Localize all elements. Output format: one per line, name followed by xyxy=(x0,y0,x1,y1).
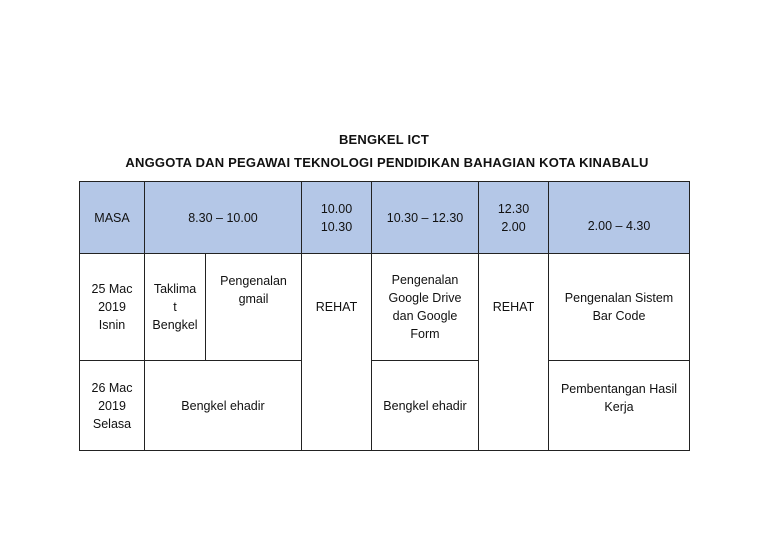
header-row xyxy=(80,182,690,254)
header-slot-1000: 10.00 10.30 xyxy=(302,182,372,254)
document-subtitle: ANGGOTA DAN PEGAWAI TEKNOLOGI PENDIDIKAN BAHAGIAN KOTA KINABALU xyxy=(125,155,649,170)
cell-bengkel-ehadir-morning: Bengkel ehadir xyxy=(145,361,302,451)
schedule-table xyxy=(79,181,690,451)
header-slot-1230: 12.30 2.00 xyxy=(479,182,549,254)
document-title: BENGKEL ICT xyxy=(338,132,430,147)
header-masa: MASA xyxy=(80,182,145,254)
cell-rehat-2: REHAT xyxy=(479,254,549,451)
header-slot-1030: 10.30 – 12.30 xyxy=(372,182,479,254)
cell-rehat-1: REHAT xyxy=(302,254,372,451)
date-cell-day2: 26 Mac 2019 Selasa xyxy=(80,361,145,451)
table-row xyxy=(80,254,690,361)
cell-pengenalan-bar-code: Pengenalan Sistem Bar Code xyxy=(549,254,690,361)
cell-pengenalan-gmail: Pengenalan gmail xyxy=(206,254,302,361)
cell-taklimat-bengkel: Taklima t Bengkel xyxy=(145,254,206,361)
header-slot-0830: 8.30 – 10.00 xyxy=(145,182,302,254)
cell-bengkel-ehadir-midday: Bengkel ehadir xyxy=(372,361,479,451)
header-slot-0200: 2.00 – 4.30 xyxy=(549,182,690,254)
cell-pengenalan-google-drive: Pengenalan Google Drive dan Google Form xyxy=(372,254,479,361)
table-row xyxy=(80,361,690,451)
cell-pembentangan-hasil-kerja: Pembentangan Hasil Kerja xyxy=(549,361,690,451)
date-cell-day1: 25 Mac 2019 Isnin xyxy=(80,254,145,361)
